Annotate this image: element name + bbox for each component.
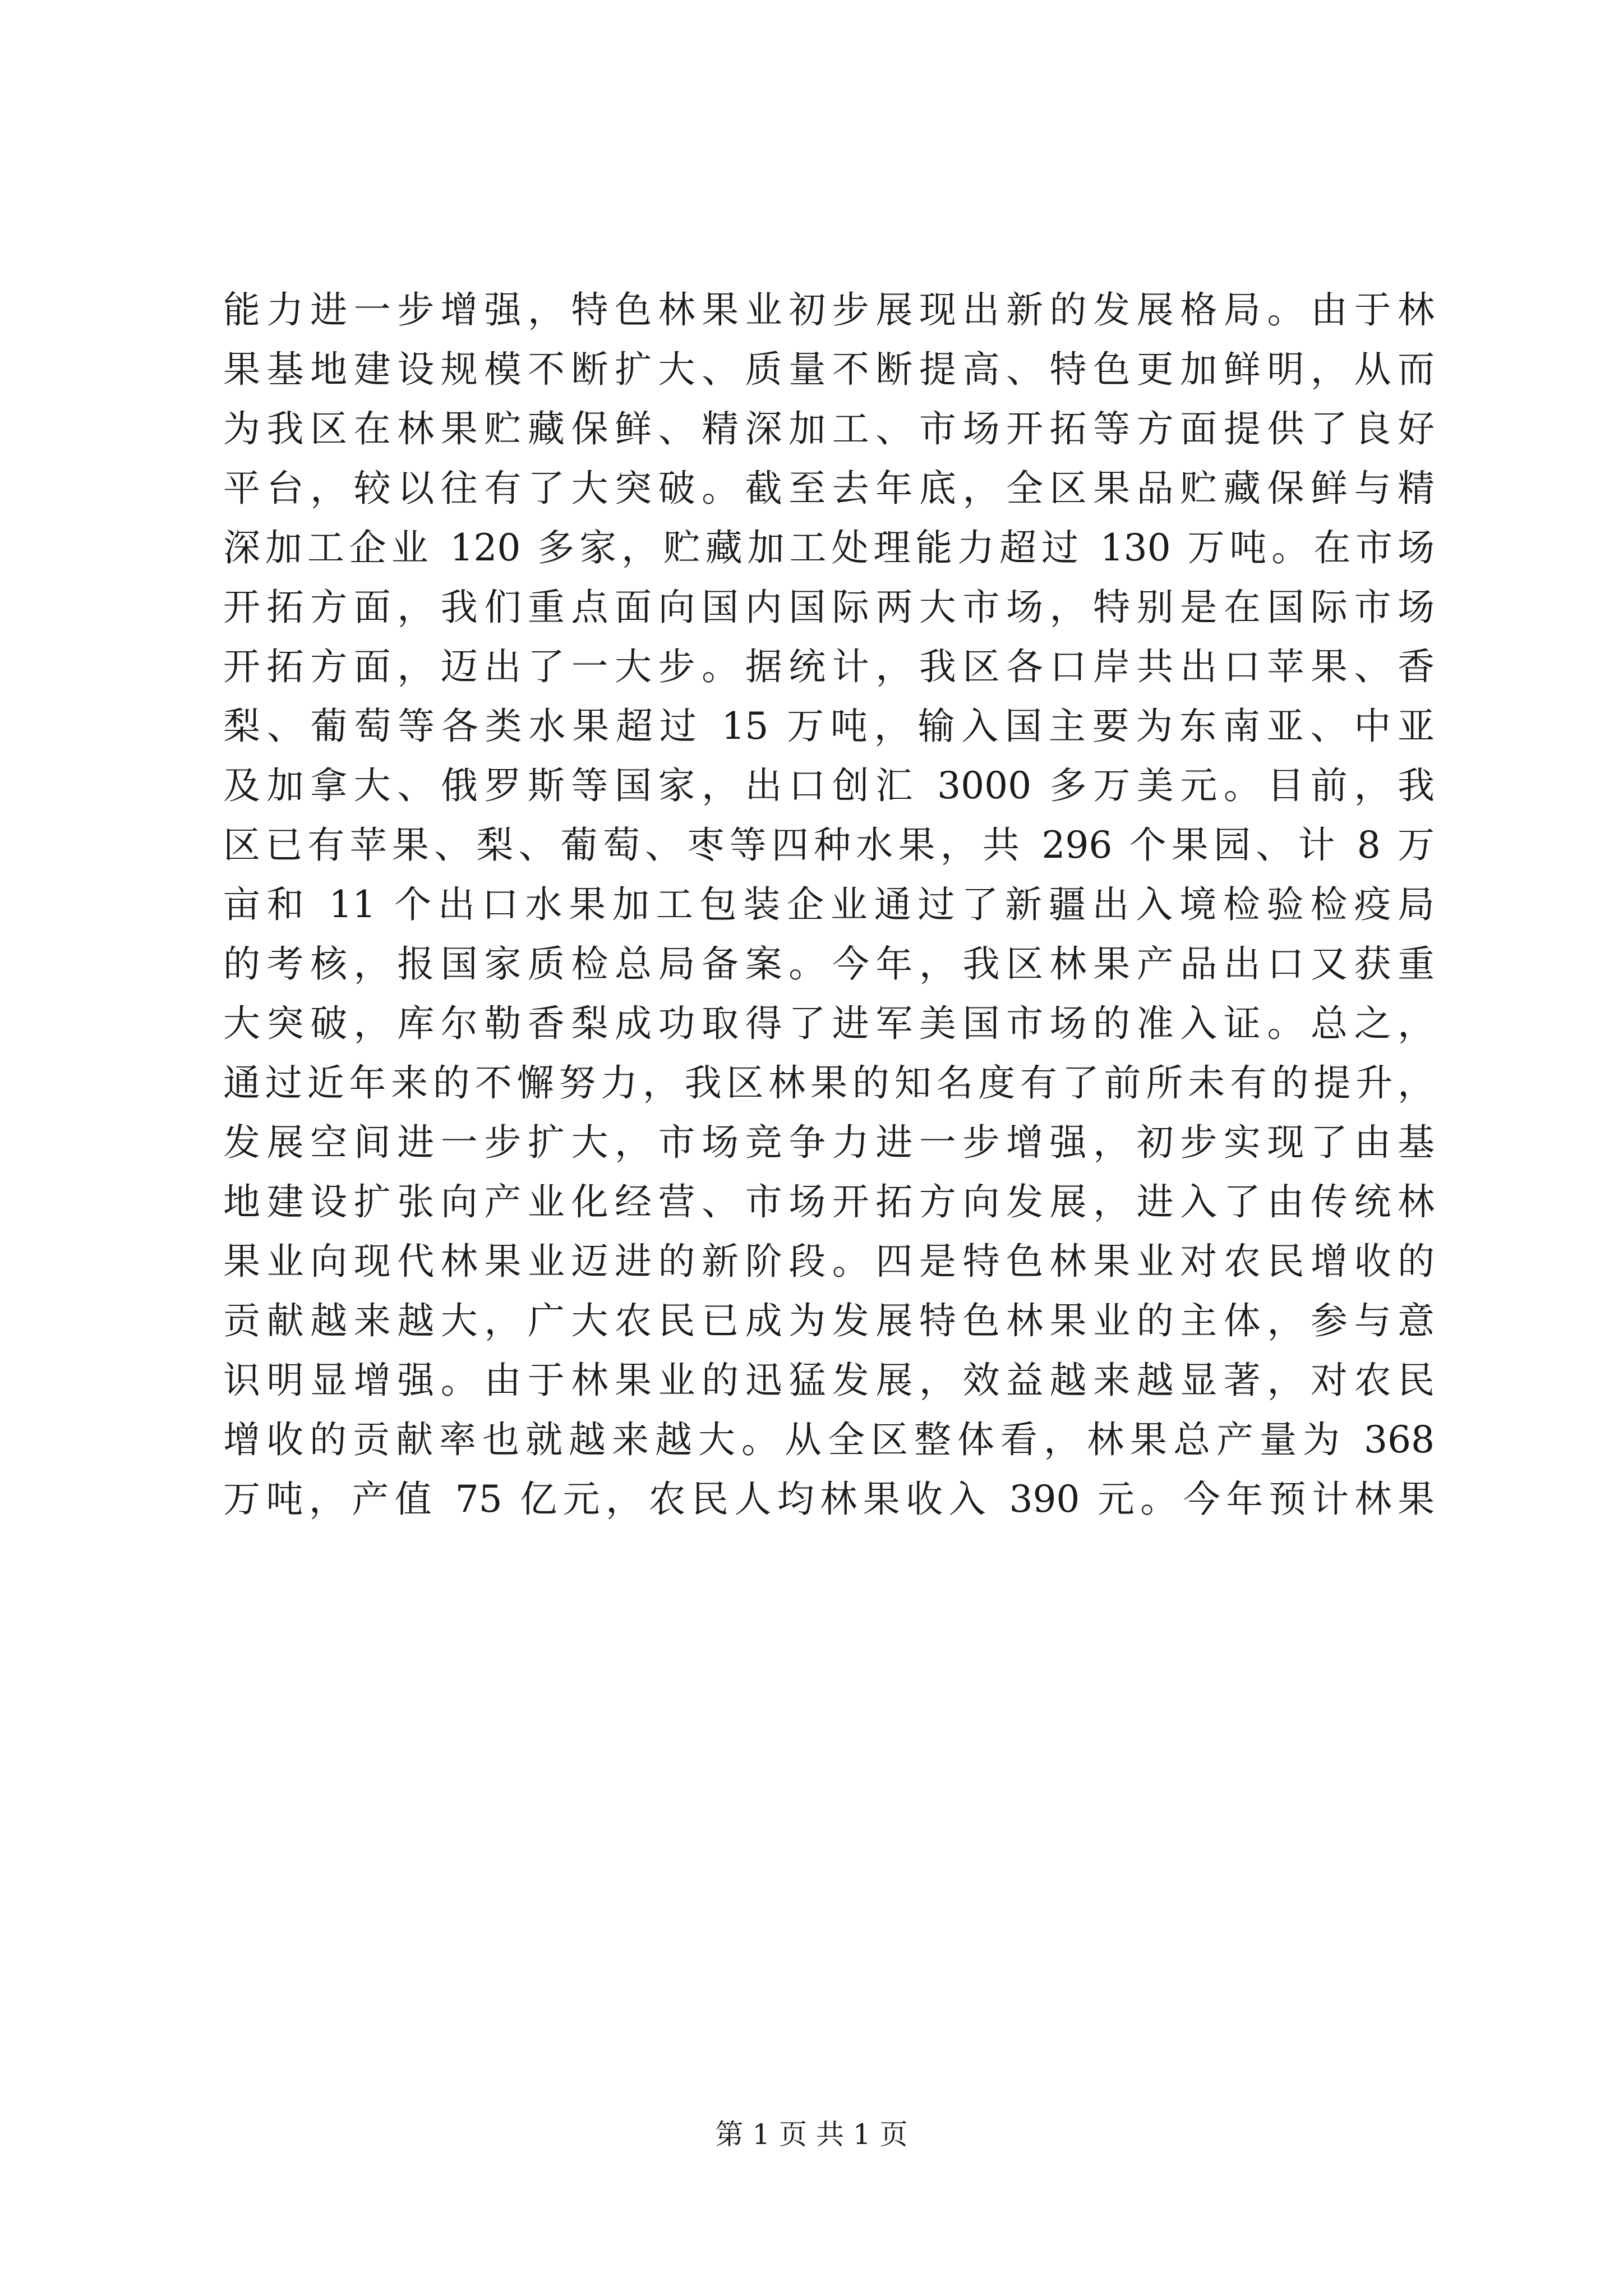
text-line: 及加拿大、俄罗斯等国家，出口创汇 3000 多万美元。目前，我 (223, 764, 1435, 807)
text-line: 的考核，报国家质检总局备案。今年，我区林果产品出口又获重 (223, 942, 1435, 986)
text-line: 梨、葡萄等各类水果超过 15 万吨，输入国主要为东南亚、中亚 (223, 705, 1435, 748)
text-line: 平台，较以往有了大突破。截至去年底，全区果品贮藏保鲜与精 (223, 467, 1435, 510)
text-line: 地建设扩张向产业化经营、市场开拓方向发展，进入了由传统林 (223, 1180, 1435, 1223)
text-line: 贡献越来越大，广大农民已成为发展特色林果业的主体，参与意 (223, 1299, 1435, 1342)
text-line: 深加工企业 120 多家，贮藏加工处理能力超过 130 万吨。在市场 (223, 526, 1435, 569)
text-line: 为我区在林果贮藏保鲜、精深加工、市场开拓等方面提供了良好 (223, 407, 1435, 450)
text-line: 能力进一步增强，特色林果业初步展现出新的发展格局。由于林 (223, 288, 1435, 332)
text-line: 通过近年来的不懈努力，我区林果的知名度有了前所未有的提升， (223, 1061, 1435, 1105)
body-text (223, 280, 1435, 1529)
text-line: 开拓方面，迈出了一大步。据统计，我区各口岸共出口苹果、香 (223, 645, 1435, 688)
text-line: 开拓方面，我们重点面向国内国际两大市场，特别是在国际市场 (223, 586, 1435, 629)
page-number: 第 1 页 共 1 页 (715, 2118, 908, 2151)
text-line: 亩和 11 个出口水果加工包装企业通过了新疆出入境检验检疫局 (223, 883, 1435, 926)
text-line: 果基地建设规模不断扩大、质量不断提高、特色更加鲜明，从而 (223, 348, 1435, 391)
text-line: 识明显增强。由于林果业的迅猛发展，效益越来越显著，对农民 (223, 1359, 1435, 1402)
text-line: 增收的贡献率也就越来越大。从全区整体看，林果总产量为 368 (223, 1418, 1435, 1461)
page-footer (0, 2115, 1623, 2154)
text-line: 万吨，产值 75 亿元，农民人均林果收入 390 元。今年预计林果 (223, 1478, 1435, 1521)
text-line: 区已有苹果、梨、葡萄、枣等四种水果，共 296 个果园、计 8 万 (223, 823, 1435, 867)
text-line: 发展空间进一步扩大，市场竞争力进一步增强，初步实现了由基 (223, 1121, 1435, 1164)
text-line: 果业向现代林果业迈进的新阶段。四是特色林果业对农民增收的 (223, 1240, 1435, 1283)
text-line: 大突破，库尔勒香梨成功取得了进军美国市场的准入证。总之， (223, 1002, 1435, 1045)
